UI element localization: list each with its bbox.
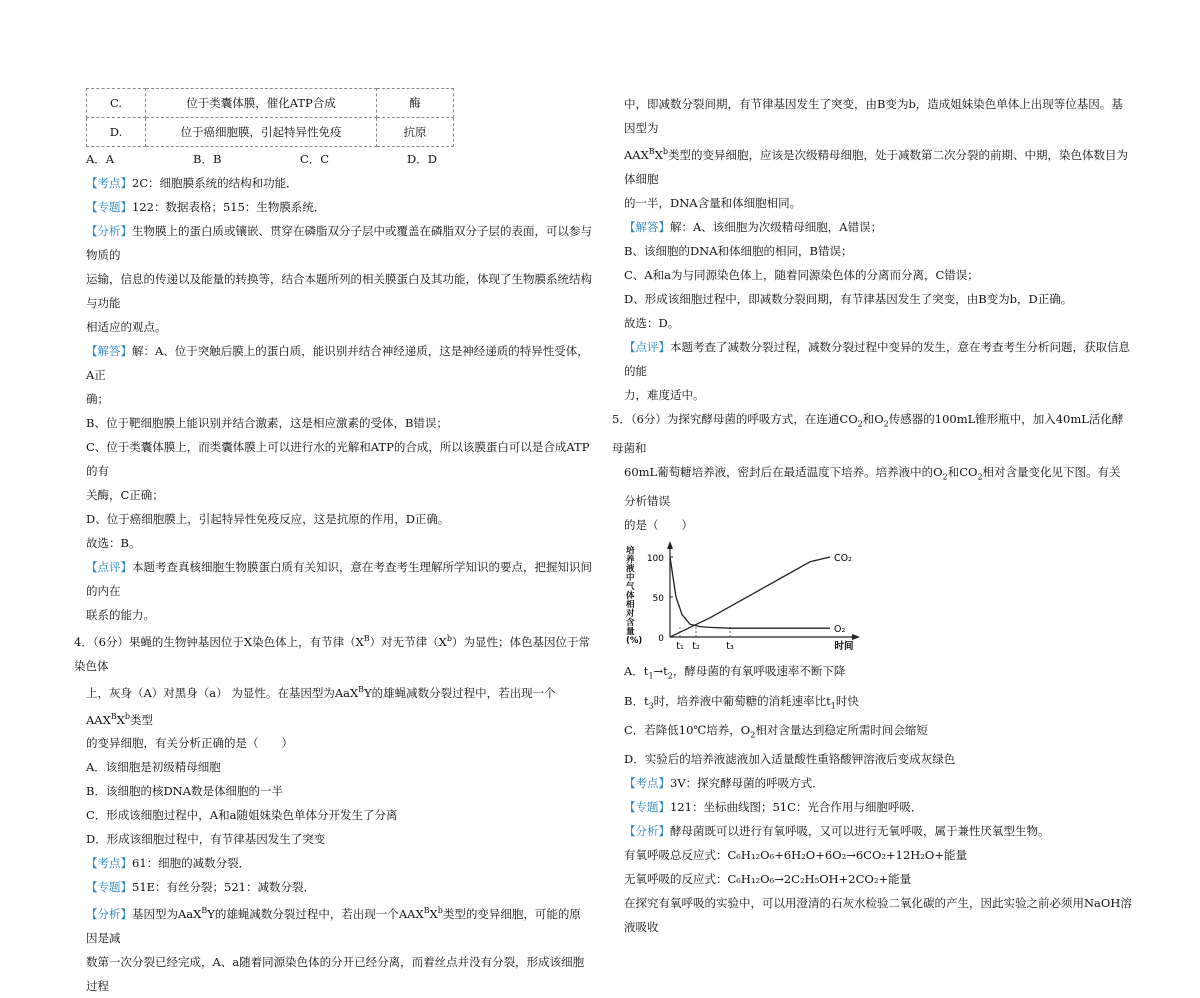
question-5-stem: [624, 460, 1132, 513]
zhuanti-text: 122：数据表格；515：生物膜系统．: [132, 200, 326, 214]
fenxi-line: 在探究有氧呼吸的实验中，可以用澄清的石灰水检验二氧化碳的产生，因此实验之前必须用NaOH溶液吸收: [624, 896, 1132, 935]
stem-text: 传感器的100mL锥形瓶中，加入40mL活化酵母菌和: [612, 411, 1124, 456]
dianping-tag: 【点评】: [86, 560, 132, 574]
equation-line: [624, 867, 1132, 891]
fenxi-line: 的一半，DNA含量和体细胞相同。: [624, 195, 802, 210]
zhuanti-text: 121：坐标曲线图；51C：光合作用与细胞呼吸．: [670, 800, 923, 815]
question-4-stem: [86, 678, 592, 732]
jieda-line: 确；: [86, 392, 109, 406]
question-5-stem: 的是（ ）: [624, 518, 693, 533]
fenxi-text: 基因型为AaX: [132, 907, 202, 922]
choice-d: D．D: [407, 152, 437, 166]
kaodian-text: 61：细胞的减数分裂．: [132, 856, 251, 871]
fenxi-line: [624, 140, 1132, 191]
zhuanti-tag: 【专题】: [624, 800, 670, 815]
jieda-line: D、形成该细胞过程中，即减数分裂间期，有节律基因发生了突变，由B变为b，D正确。: [624, 291, 1073, 306]
subscript: 2: [750, 730, 756, 740]
x-axis-label: 时间: [834, 641, 854, 653]
option-text: ，酵母菌的有氧呼吸速率不断下降: [672, 664, 846, 679]
option-text: C．若降低10℃培养，O: [624, 723, 751, 738]
stem-text: Y的雄蝇减数分裂过程中，若出现一个AAX: [86, 685, 556, 727]
x-tick-label: t₁: [676, 641, 684, 653]
equation: C₆H₁₂O₆+6H₂O+6O₂→6CO₂+12H₂O+能量: [727, 848, 967, 863]
fenxi-text: X: [429, 907, 438, 922]
option-text: 相对含量达到稳定所需时间会缩短: [755, 723, 928, 738]
jieda-text: 解：A、该细胞为次级精母细胞，A错误；: [670, 219, 883, 234]
equation-label: 有氧呼吸总反应式：: [624, 848, 728, 863]
question-5-stem: [612, 407, 1132, 460]
question-4-stem: [74, 627, 592, 678]
question-number: 5．: [612, 411, 631, 426]
choice-c: C．C: [300, 152, 330, 166]
stem-text: （6分）果蝇的生物钟基因位于X染色体上，有节律（X: [92, 634, 364, 649]
jieda-line: [86, 339, 592, 387]
option-text: A．t: [624, 664, 649, 679]
dianping-tag: 【点评】: [624, 339, 670, 354]
choice-a: A．A: [86, 152, 115, 166]
table-cell: 位于癌细胞膜，引起特异性免疫: [146, 118, 377, 147]
subscript: 2: [883, 419, 889, 429]
fenxi-tag: 【分析】: [624, 824, 670, 839]
superscript: B: [648, 147, 655, 156]
subscript: 2: [942, 472, 948, 482]
zhuanti-line: [86, 195, 592, 219]
choice-b: B．B: [193, 152, 222, 166]
table-cell: 抗原: [377, 118, 454, 147]
y-axis-arrow: [667, 541, 673, 549]
option-text: 时，培养液中葡萄糖的消耗速率比t: [653, 693, 831, 708]
right-column: [612, 92, 1132, 939]
superscript: B: [201, 906, 208, 916]
stem-text: ）对无节律（X: [369, 634, 447, 649]
zhuanti-line: [624, 795, 1132, 819]
option-text: →t: [653, 664, 668, 679]
zhuanti-text: 51E：有丝分裂；521：减数分裂．: [132, 880, 315, 895]
subscript: 2: [977, 472, 983, 482]
equation-label: 无氧呼吸的反应式：: [624, 872, 728, 887]
zhuanti-line: [86, 875, 592, 899]
question-number: 4．: [74, 634, 93, 649]
fenxi-text: 酵母菌既可以进行有氧呼吸，又可以进行无氧呼吸，属于兼性厌氧型生物。: [670, 824, 1050, 839]
stem-text: 60mL葡萄糖培养液，密封后在最适温度下培养。培养液中的O: [624, 465, 943, 480]
stem-text: 上，灰身（A）对黑身（a） 为显性。在基因型为AaX: [86, 685, 359, 700]
dianping-line: 力，难度适中。: [624, 387, 705, 402]
jieda-line: 关酶，C正确；: [86, 488, 164, 502]
kaodian-text: 2C：细胞膜系统的结构和功能．: [132, 176, 298, 190]
kaodian-line: [86, 171, 592, 195]
stem-text: ）为显性；体色基因位于常染色体: [74, 634, 590, 673]
option-b: [624, 689, 1132, 718]
stem-text: （6分）为探究酵母菌的呼吸方式，在连通CO: [630, 411, 858, 426]
superscript: B: [358, 684, 365, 694]
stem-text: 相对含量变化见下图。有关分析错误: [624, 465, 1121, 509]
jieda-line: B、位于靶细胞膜上能识别并结合激素，这是相应激素的受体，B错误；: [86, 416, 448, 430]
subscript: 1: [648, 671, 654, 681]
dianping-line: [86, 555, 592, 603]
fenxi-line: 中，即减数分裂间期，有节律基因发生了突变，由B变为b，造成姐妹染色单体上出现等位基因。基因型为: [624, 97, 1123, 135]
option-d: D．实验后的培养液滤液加入适量酸性重铬酸钾溶液后变成灰绿色: [624, 752, 956, 767]
jieda-line: C、A和a为与同源染色体上，随着同源染色体的分离而分离，C错误；: [624, 267, 979, 282]
x-tick-label: t₃: [726, 641, 734, 653]
y-tick-label: 50: [652, 594, 664, 605]
zhuanti-tag: 【专题】: [86, 880, 132, 895]
dianping-text: 本题考查了减数分裂过程，减数分裂过程中变异的发生，意在考查考生分析问题，获取信息的能: [624, 339, 1130, 378]
options-table: [86, 88, 454, 147]
series-label: O₂: [834, 624, 846, 636]
kaodian-line: [624, 771, 1132, 795]
zhuanti-tag: 【专题】: [86, 200, 132, 214]
table-cell: C.: [87, 89, 146, 118]
stem-text: X: [116, 712, 125, 727]
table-cell: 位于类囊体膜，催化ATP合成: [146, 89, 377, 118]
x-axis-arrow: [852, 634, 860, 640]
superscript: b: [662, 147, 668, 156]
jieda-text: 解：A、位于突触后膜上的蛋白质，能识别并结合神经递质，这是神经递质的特异性受体，A正: [86, 344, 589, 382]
fenxi-tag: 【分析】: [86, 907, 132, 922]
fenxi-text: 类型的变异细胞，应该是次级精母细胞，处于减数第二次分裂的前期、中期，染色体数目为体细胞: [624, 147, 1128, 186]
left-column: [74, 88, 592, 998]
table-cell: D.: [87, 118, 146, 147]
superscript: b: [124, 711, 130, 721]
option-d: D．形成该细胞过程中，有节律基因发生了突变: [86, 832, 326, 847]
subscript: 1: [830, 701, 836, 711]
y-tick-label: 100: [646, 554, 664, 565]
option-c: [624, 718, 1132, 747]
stem-text: 和CO: [947, 465, 978, 480]
equation-line: [624, 843, 1132, 867]
y-tick-label: 0: [658, 634, 664, 645]
dianping-line: [624, 335, 1132, 383]
option-a: [624, 659, 1132, 688]
subscript: 2: [667, 671, 673, 681]
superscript: b: [437, 906, 443, 916]
option-a: A．该细胞是初级精母细胞: [86, 760, 221, 775]
option-b: B．该细胞的核DNA数是体细胞的一半: [86, 784, 284, 799]
option-c: C．形成该细胞过程中，A和a随姐妹染色单体分开发生了分离: [86, 808, 398, 823]
chart-y-axis-label: 培养液中气体相对含量(%): [626, 546, 643, 647]
series-line: [670, 557, 830, 628]
jieda-line: C、位于类囊体膜上，而类囊体膜上可以进行水的光解和ATP的合成，所以该膜蛋白可以是合成ATP的有: [86, 440, 590, 478]
gas-content-chart: [628, 541, 868, 659]
subscript: 3: [648, 701, 654, 711]
kaodian-tag: 【考点】: [86, 856, 132, 871]
stem-text: 类型: [130, 712, 153, 727]
table-cell: 酶: [377, 89, 454, 118]
dianping-text: 本题考查真核细胞生物膜蛋白质有关知识，意在考查考生理解所学知识的要点，把握知识间的内在: [86, 560, 592, 598]
fenxi-line: [624, 819, 1132, 843]
kaodian-tag: 【考点】: [624, 776, 670, 791]
fenxi-text: X: [654, 147, 663, 162]
fenxi-text: AAX: [624, 147, 649, 162]
x-tick-label: t₂: [692, 641, 700, 653]
kaodian-line: [86, 851, 592, 875]
subscript: 2: [857, 419, 863, 429]
fenxi-text: 类型的变异细胞，可能的原因是减: [86, 907, 581, 946]
stem-text: 和O: [862, 411, 884, 426]
jieda-line: [624, 215, 1132, 239]
question-4-stem: 的变异细胞，有关分析正确的是（ ）: [86, 736, 293, 751]
answer-choices: [86, 147, 592, 171]
series-label: CO₂: [834, 553, 852, 565]
jieda-tag: 【解答】: [624, 219, 670, 234]
fenxi-line: 数第一次分裂已经完成，A、a随着同源染色体的分开已经分离，而着丝点并没有分裂，形成该细胞过程: [86, 955, 585, 994]
equation: C₆H₁₂O₆→2C₂H₅OH+2CO₂+能量: [727, 872, 912, 887]
superscript: b: [446, 634, 452, 643]
fenxi-text: 生物膜上的蛋白质或镶嵌、贯穿在磷脂双分子层中或覆盖在磷脂双分子层的表面，可以参与物质的: [86, 224, 592, 262]
kaodian-text: 3V：探究酵母菌的呼吸方式．: [670, 776, 824, 791]
jieda-line: 故选：D。: [624, 315, 680, 330]
superscript: B: [423, 906, 430, 916]
superscript: B: [110, 711, 117, 721]
option-text: B．t: [624, 693, 649, 708]
jieda-line: 故选：B。: [86, 536, 141, 550]
table-row: [87, 89, 454, 118]
jieda-line: D、位于癌细胞膜上，引起特异性免疫反应，这是抗原的作用，D正确。: [86, 512, 450, 526]
table-row: [87, 118, 454, 147]
superscript: B: [363, 634, 370, 643]
option-text: 时快: [835, 693, 859, 708]
dianping-line: 联系的能力。: [86, 608, 155, 622]
fenxi-line: [86, 899, 592, 950]
chart-canvas: [628, 541, 868, 659]
jieda-tag: 【解答】: [86, 344, 132, 358]
kaodian-tag: 【考点】: [86, 176, 132, 190]
fenxi-line: 运输，信息的传递以及能量的转换等，结合本题所列的相关膜蛋白及其功能，体现了生物膜系统结构与功能: [86, 272, 592, 310]
fenxi-tag: 【分析】: [86, 224, 132, 238]
fenxi-line: [86, 219, 592, 267]
fenxi-text: Y的雄蝇减数分裂过程中，若出现一个AAX: [207, 907, 424, 922]
jieda-line: B、该细胞的DNA和体细胞的相同，B错误；: [624, 243, 853, 258]
fenxi-line: 相适应的观点。: [86, 320, 167, 334]
